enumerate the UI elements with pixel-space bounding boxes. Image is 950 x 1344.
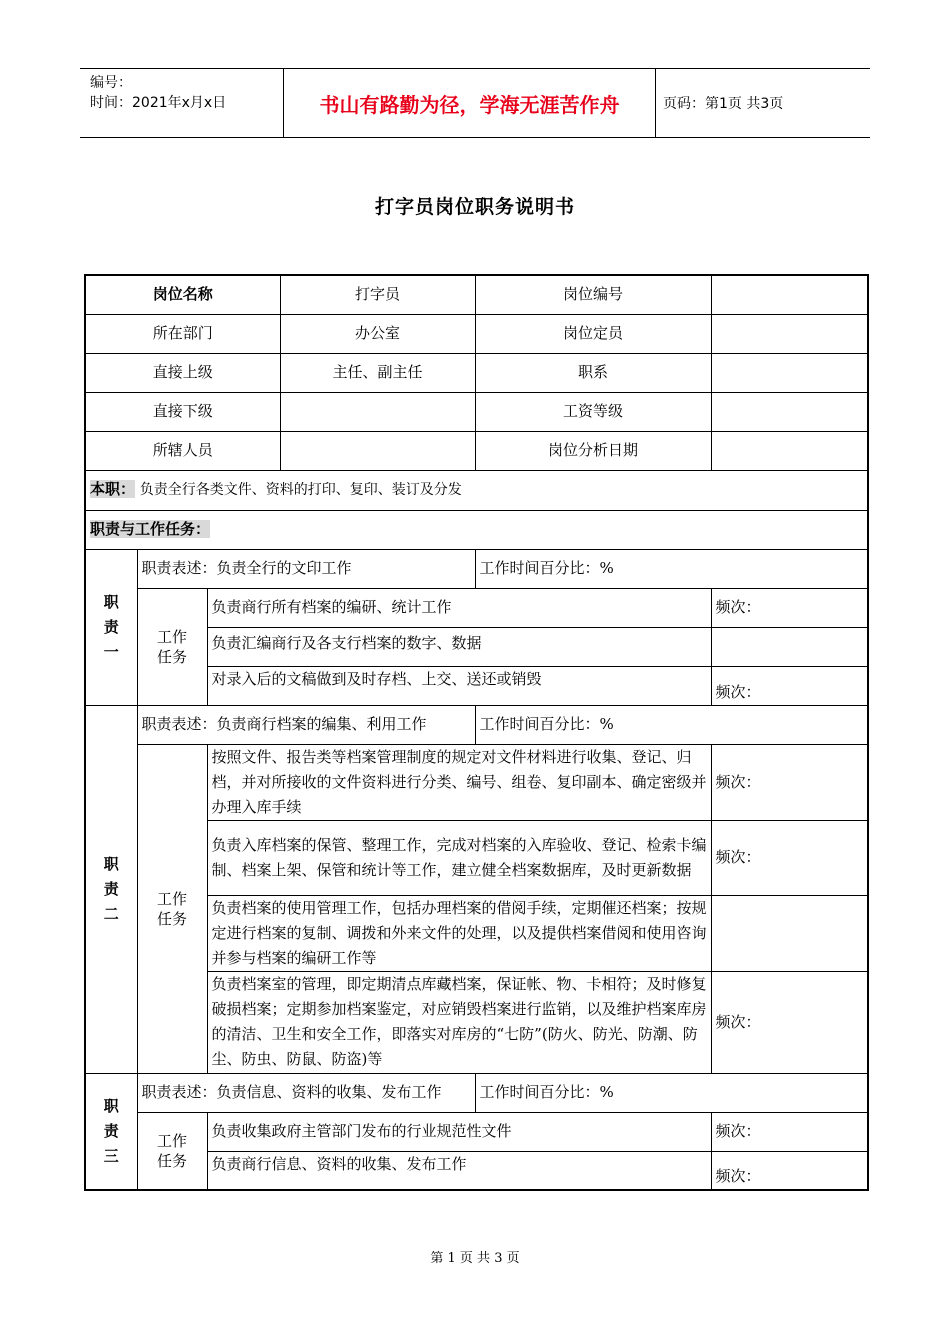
info-row [85, 392, 868, 431]
duty-3-name: 职 责 三 [85, 1073, 137, 1190]
task-freq: 频次： [711, 971, 868, 1073]
duty-summary [85, 470, 868, 510]
post-name-value: 打字员 [280, 275, 475, 314]
quota-label: 岗位定员 [475, 314, 711, 353]
task-text: 负责档案室的管理，即定期清点库藏档案，保证帐、物、卡相符；及时修复破损档案；定期参加档案鉴定，对应销毁档案进行监销，以及维护档案库房的清洁、卫生和安全工作，即落实对库房的“七防”(防火、防光、防潮、防尘、防虫、防鼠、防盗)等 [207, 971, 711, 1073]
duties-header-row [85, 510, 868, 549]
salary-label: 工资等级 [475, 392, 711, 431]
info-row [85, 431, 868, 470]
duty-desc-row [85, 549, 868, 588]
task-text: 按照文件、报告类等档案管理制度的规定对文件材料进行收集、登记、归档，并对所接收的文件资料进行分类、编号、组卷、复印副本、确定密级并办理入库手续 [207, 744, 711, 820]
duty-1-desc: 职责表述：负责全行的文印工作 [137, 549, 475, 588]
duty-2-percent: 工作时间百分比：% [475, 705, 868, 744]
quota-value [711, 314, 868, 353]
number-label: 编号： [90, 75, 132, 91]
duty-summary-label: 本职： [90, 480, 136, 498]
task-text: 负责汇编商行及各支行档案的数字、数据 [207, 627, 711, 666]
superior-label: 直接上级 [85, 353, 280, 392]
job-description-table [84, 274, 869, 1191]
duty-summary-row [85, 470, 868, 510]
duty-2-desc: 职责表述：负责商行档案的编集、利用工作 [137, 705, 475, 744]
task-freq: 频次： [711, 744, 868, 820]
dept-value: 办公室 [280, 314, 475, 353]
analysis-date-value [711, 431, 868, 470]
document-title: 打字员岗位职务说明书 [374, 196, 575, 218]
info-row [85, 275, 868, 314]
post-name-label: 岗位名称 [85, 275, 280, 314]
duty-3-desc: 职责表述：负责信息、资料的收集、发布工作 [137, 1073, 475, 1112]
series-label: 职系 [475, 353, 711, 392]
staff-value [280, 431, 475, 470]
page-footer: 第 1 页 共 3 页 [430, 1251, 520, 1266]
header-left [90, 73, 226, 113]
task-text: 负责商行所有档案的编研、统计工作 [207, 588, 711, 627]
task-freq: 频次： [711, 1151, 868, 1190]
task-row [85, 744, 868, 820]
task-freq [711, 895, 868, 971]
dept-label: 所在部门 [85, 314, 280, 353]
page-info: 页码：第1页 共3页 [663, 96, 784, 112]
task-label: 工作 任务 [137, 588, 207, 705]
series-value [711, 353, 868, 392]
analysis-date-label: 岗位分析日期 [475, 431, 711, 470]
task-freq [711, 627, 868, 666]
subordinate-label: 直接下级 [85, 392, 280, 431]
task-text: 对录入后的文稿做到及时存档、上交、送还或销毁 [207, 666, 711, 705]
superior-value: 主任、副主任 [280, 353, 475, 392]
task-text: 负责收集政府主管部门发布的行业规范性文件 [207, 1112, 711, 1151]
duty-1-percent: 工作时间百分比：% [475, 549, 868, 588]
duty-3-percent: 工作时间百分比：% [475, 1073, 868, 1112]
motto: 书山有路勤为径，学海无涯苦作舟 [283, 69, 656, 137]
subordinate-value [280, 392, 475, 431]
duty-1-name: 职 责 一 [85, 549, 137, 705]
task-row [85, 1112, 868, 1151]
duty-2-name: 职 责 二 [85, 705, 137, 1073]
page-header [80, 68, 870, 138]
staff-label: 所辖人员 [85, 431, 280, 470]
duty-summary-text: 负责全行各类文件、资料的打印、复印、装订及分发 [139, 482, 462, 498]
time-label: 时间：2021年x月x日 [90, 95, 227, 111]
task-label: 工作 任务 [137, 744, 207, 1073]
task-freq: 频次： [711, 588, 868, 627]
info-row [85, 353, 868, 392]
task-text: 负责档案的使用管理工作，包括办理档案的借阅手续，定期催还档案；按规定进行档案的复制、调拨和外来文件的处理，以及提供档案借阅和使用咨询并参与档案的编研工作等 [207, 895, 711, 971]
post-no-value [711, 275, 868, 314]
task-text: 负责商行信息、资料的收集、发布工作 [207, 1151, 711, 1190]
task-freq: 频次： [711, 820, 868, 895]
post-no-label: 岗位编号 [475, 275, 711, 314]
duty-desc-row [85, 705, 868, 744]
task-row [85, 588, 868, 627]
task-text: 负责入库档案的保管、整理工作，完成对档案的入库验收、登记、检索卡编制、档案上架、保管和统计等工作，建立健全档案数据库，及时更新数据 [207, 820, 711, 895]
salary-value [711, 392, 868, 431]
task-freq: 频次： [711, 666, 868, 705]
info-row [85, 314, 868, 353]
task-freq: 频次： [711, 1112, 868, 1151]
duties-header-label: 职责与工作任务： [90, 520, 211, 538]
task-label: 工作 任务 [137, 1112, 207, 1190]
duties-header [85, 510, 868, 549]
duty-desc-row [85, 1073, 868, 1112]
